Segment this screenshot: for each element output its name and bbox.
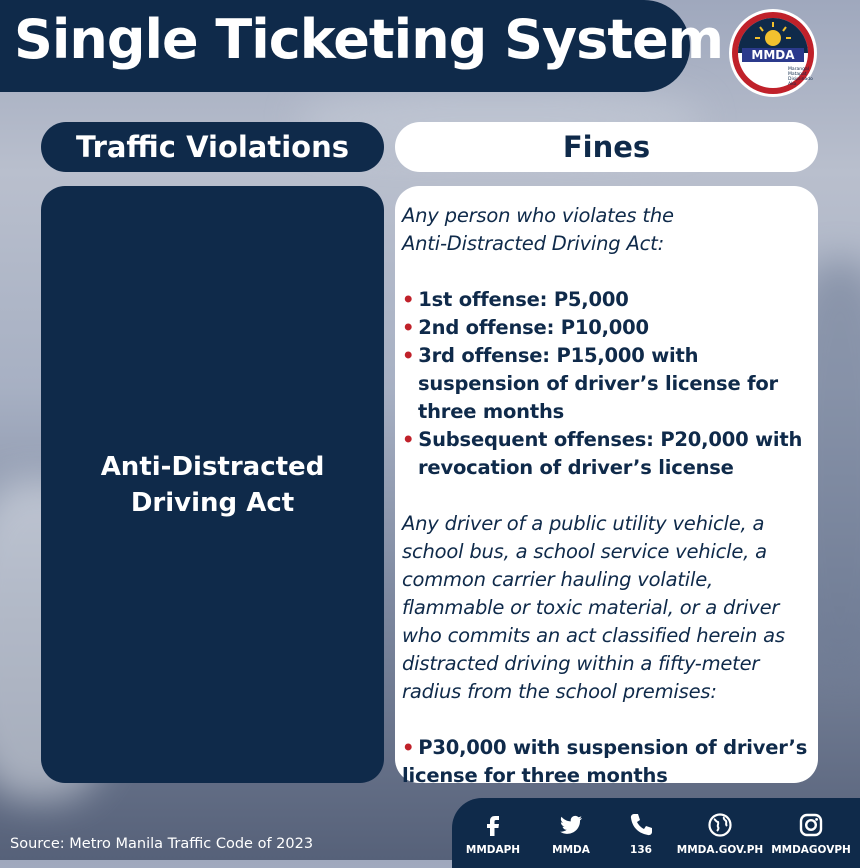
social-website[interactable] — [675, 812, 765, 856]
social-phone[interactable] — [596, 812, 686, 856]
social-label: MMDAPH — [465, 844, 521, 856]
social-facebook[interactable] — [448, 812, 538, 856]
logo-tagline-4: Ako. — [788, 82, 798, 87]
logo-tagline-3: Disiplinado — [788, 77, 813, 82]
fines-panel — [395, 186, 818, 787]
phone-icon — [628, 812, 654, 838]
mmda-logo — [728, 8, 818, 98]
puv-intro: Any driver of a public utility vehicle, a school bus, a school service vehicle, a common carrier hauling volatile, flammable or toxic material, or a driver who commits an act classified herein as distracted driving within a fifty-meter radius from the school premises: — [402, 512, 785, 703]
title-banner — [0, 0, 724, 92]
puv-offense-list — [402, 734, 812, 790]
violation-name: Anti-Distracted Driving Act — [100, 451, 325, 518]
fines-intro: Any person who violates the Anti-Distracted Driving Act: — [402, 204, 674, 255]
page-title: Single Ticketing System — [14, 8, 724, 71]
social-label: MMDA.GOV.PH — [676, 844, 764, 856]
instagram-icon — [798, 812, 824, 838]
offense-item: • 3rd offense: P15,000 with suspension of driver’s license for three months — [402, 344, 778, 423]
logo-tagline-1: Marangal — [788, 67, 809, 72]
traffic-violations-header: Traffic Violations — [41, 122, 384, 172]
fines-header: Fines — [395, 122, 818, 172]
source-note: Source: Metro Manila Traffic Code of 2023 — [10, 836, 314, 852]
social-instagram[interactable] — [766, 812, 856, 856]
offense-item: • 1st offense: P5,000 — [402, 288, 629, 311]
twitter-icon — [558, 812, 584, 838]
social-label: MMDA — [552, 844, 590, 856]
social-label: 136 — [630, 844, 652, 856]
logo-tagline-2: Matapat — [788, 72, 807, 77]
social-label: MMDAGOVPH — [771, 844, 851, 856]
offense-item: • Subsequent offenses: P20,000 with revocation of driver’s license — [402, 428, 803, 479]
logo-text: MMDA — [751, 48, 795, 62]
facebook-icon — [480, 812, 506, 838]
offense-item: • 2nd offense: P10,000 — [402, 316, 649, 339]
bullet-icon: • — [402, 736, 415, 759]
violation-panel — [41, 186, 384, 783]
puv-offense-item: • P30,000 with suspension of driver’s license for three months — [402, 736, 808, 787]
bullet-icon: • — [402, 316, 415, 339]
bullet-icon: • — [402, 288, 415, 311]
offense-list — [402, 286, 812, 482]
globe-icon — [707, 812, 733, 838]
bullet-icon: • — [402, 428, 415, 451]
bullet-icon: • — [402, 344, 415, 367]
